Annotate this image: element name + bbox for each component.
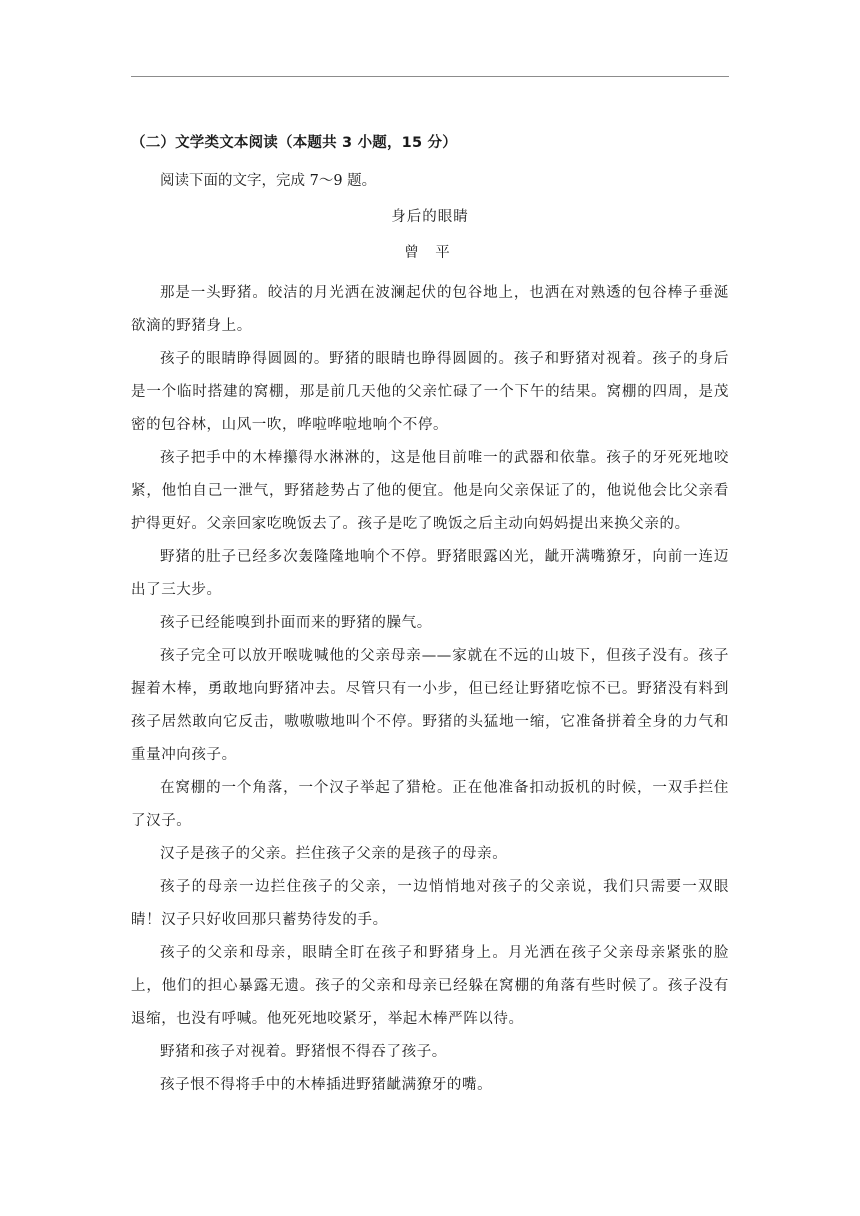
paragraph: 孩子的母亲一边拦住孩子的父亲，一边悄悄地对孩子的父亲说，我们只需要一双眼睛！汉子只好收回那只蓄势待发的手。 bbox=[131, 879, 729, 928]
paragraph: 在窝棚的一个角落，一个汉子举起了猎枪。正在他准备扣动扳机的时候，一双手拦住了汉子。 bbox=[131, 780, 729, 829]
paragraph: 孩子把手中的木棒攥得水淋淋的，这是他目前唯一的武器和依靠。孩子的牙死死地咬紧，他怕自己一泄气，野猪趁势占了他的便宜。他是向父亲保证了的，他说他会比父亲看护得更好。父亲回家吃晚饭去了。孩子是吃了晚饭之后主动向妈妈提出来换父亲的。 bbox=[131, 450, 729, 532]
paragraph: 那是一头野猪。皎洁的月光洒在波澜起伏的包谷地上，也洒在对熟透的包谷棒子垂涎欲滴的野猪身上。 bbox=[131, 285, 729, 334]
story-body bbox=[131, 277, 729, 1102]
paragraph: 野猪的肚子已经多次轰隆隆地响个不停。野猪眼露凶光，龇开满嘴獠牙，向前一连迈出了三大步。 bbox=[131, 549, 729, 598]
paragraph: 孩子的眼睛睁得圆圆的。野猪的眼睛也睁得圆圆的。孩子和野猪对视着。孩子的身后是一个临时搭建的窝棚，那是前几天他的父亲忙碌了一个下午的结果。窝棚的四周，是茂密的包谷林，山风一吹，哗啦哗啦地响个不停。 bbox=[131, 351, 729, 433]
section-heading: （二）文学类文本阅读（本题共 3 小题，15 分） bbox=[131, 135, 457, 151]
reading-instruction: 阅读下面的文字，完成 7～9 题。 bbox=[160, 173, 377, 189]
paragraph: 孩子完全可以放开喉咙喊他的父亲母亲——家就在不远的山坡下，但孩子没有。孩子握着木棒，勇敢地向野猪冲去。尽管只有一小步，但已经让野猪吃惊不已。野猪没有料到孩子居然敢向它反击，嗷嗷嗷地叫个不停。野猪的头猛地一缩，它准备拼着全身的力气和重量冲向孩子。 bbox=[131, 648, 729, 763]
story-title: 身后的眼睛 bbox=[391, 209, 469, 225]
paragraph: 孩子已经能嗅到扑面而来的野猪的臊气。 bbox=[160, 615, 432, 631]
paragraph: 孩子恨不得将手中的木棒插进野猪龇满獠牙的嘴。 bbox=[160, 1077, 493, 1093]
paragraph: 野猪和孩子对视着。野猪恨不得吞了孩子。 bbox=[160, 1044, 447, 1060]
header-rule bbox=[131, 76, 729, 77]
paragraph: 孩子的父亲和母亲，眼睛全盯在孩子和野猪身上。月光洒在孩子父亲母亲紧张的脸上，他们的担心暴露无遗。孩子的父亲和母亲已经躲在窝棚的角落有些时候了。孩子没有退缩，也没有呼喊。他死死地咬紧牙，举起木棒严阵以待。 bbox=[131, 945, 729, 1027]
paragraph: 汉子是孩子的父亲。拦住孩子父亲的是孩子的母亲。 bbox=[160, 846, 508, 862]
story-author: 曾 平 bbox=[404, 245, 456, 261]
reading-section bbox=[131, 132, 729, 1102]
